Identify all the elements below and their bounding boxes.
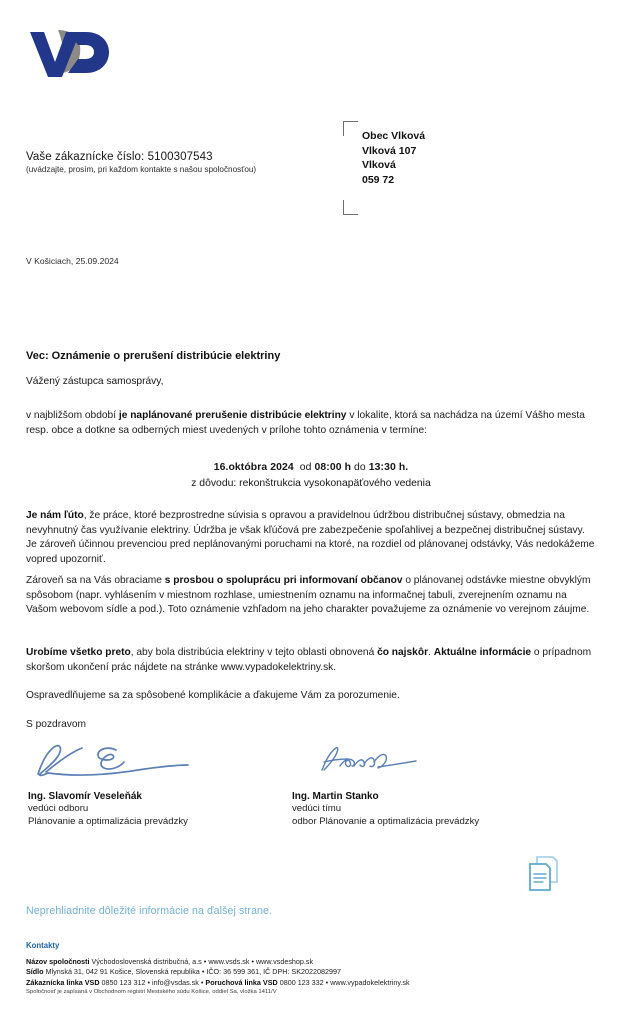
outage-to-label: do bbox=[354, 462, 366, 473]
vsd-logo bbox=[24, 24, 116, 82]
intro-text-post: v lokalite, ktorá sa nachádza na území Vášho mesta resp. obce a dotkne sa odberných miest uvedených v prílohe tohto oznámenia v termíne: bbox=[26, 410, 585, 436]
effort-bold-2: čo najskôr bbox=[377, 647, 429, 658]
address-corner-top-left bbox=[343, 121, 358, 136]
effort-post: o prípadnom skoršom ukončení prác nájdete na stránke www.vypadokelektriny.sk. bbox=[26, 647, 592, 673]
signatory-role-1-line1: vedúci odboru bbox=[28, 803, 89, 814]
address-line-1: Obec Vlková bbox=[362, 130, 426, 142]
contacts-details bbox=[26, 957, 410, 988]
intro-text-pre: v najbližšom období bbox=[26, 410, 119, 421]
paragraph-apology-maintenance bbox=[26, 509, 596, 567]
signatory-role-2-line2: odbor Plánovanie a optimalizácia prevádzky bbox=[292, 816, 480, 827]
address-line-4: 059 72 bbox=[362, 173, 395, 186]
effort-bold-3: Aktuálne informácie bbox=[433, 647, 532, 658]
paragraph-intro bbox=[26, 409, 596, 438]
paragraph-cooperation bbox=[26, 574, 596, 618]
sorry-text-rest: , že práce, ktoré bezprostredne súvisia s opravou a pravidelnou údržbou distribučnej sústavy, obmedzia na nevyhnutný čas využívanie elektriny. Údržba je však kľúčová pre zabezpečenie spoľahlivej a bezpečnej distribučnej sústavy. Je zároveň účinnou prevenciou pred neplánovanými poruchami na ktoré, na rozdiel od plánovanej odstávky, Vás nedokážeme vopred upozorniť. bbox=[26, 510, 595, 565]
fault-line-label: Poruchová linka VSD bbox=[205, 977, 278, 987]
customer-number-block bbox=[26, 151, 336, 174]
effort-mid-1: , aby bola distribúcia elektriny v tejto oblasti obnovená bbox=[130, 647, 378, 658]
outage-website: www.vypadokelektriny.sk bbox=[330, 977, 410, 987]
company-label: Názov spoločnosti bbox=[26, 957, 90, 966]
outage-details bbox=[26, 460, 596, 491]
signatory-name-1: Ing. Slavomír Veseleňák bbox=[28, 791, 142, 802]
intro-text-bold: je naplánované prerušenie distribúcie elektriny bbox=[118, 410, 347, 421]
recipient-address bbox=[362, 129, 425, 187]
contact-row-company: Názov spoločnosti Východoslovenská distribučná, a.s • www.vsds.sk • www.vsdeshop.sk bbox=[26, 957, 314, 966]
signature-image-veselenak bbox=[28, 740, 228, 782]
fault-line-value: 0800 123 332 bbox=[279, 977, 324, 987]
contacts-heading: Kontakty bbox=[26, 941, 60, 950]
outage-reason: z dôvodu: rekonštrukcia vysokonapäťového vedenia bbox=[191, 477, 431, 489]
company-web-1: www.vsds.sk bbox=[208, 957, 250, 966]
customer-number-line: Vaše zákaznícke číslo: 5100307543 bbox=[26, 151, 213, 163]
outage-to-time: 13:30 h. bbox=[368, 462, 409, 473]
letter-subject: Vec: Oznámenie o prerušení distribúcie elektriny bbox=[26, 350, 281, 362]
signatory-role-2-line1: vedúci tímu bbox=[292, 803, 342, 814]
seat-label: Sídlo bbox=[26, 967, 44, 977]
sorry-text-bold: Je nám ľúto bbox=[26, 510, 84, 521]
letter-salutation: Vážený zástupca samosprávy, bbox=[26, 376, 164, 387]
company-ico: IČO: 36 599 361, IČ DPH: SK2022082997 bbox=[206, 967, 341, 977]
customer-line-value: 0850 123 312 bbox=[101, 977, 146, 987]
effort-bold-1: Urobíme všetko preto bbox=[26, 647, 131, 658]
contact-row-lines: Zákaznícka linka VSD 0850 123 312 • info@vsdas.sk • Poruchová linka VSD 0800 123 332 • www.vypadokelektriny.sk bbox=[26, 977, 410, 987]
seat-value: Mlynská 31, 042 91 Košice, Slovenská republika bbox=[45, 967, 200, 977]
address-line-3: Vlková bbox=[362, 159, 396, 172]
address-line-2: Vlková 107 bbox=[362, 144, 417, 157]
company-web-2: www.vsdeshop.sk bbox=[255, 957, 314, 966]
contact-email: info@vsdas.sk bbox=[152, 977, 199, 987]
coop-text-post: o plánovanej odstávke miestne obvyklým spôsobom (napr. vyhlásením v miestnom rozhlase, umiestnením oznamu na informačnej tabuli, zverejnením oznamu na Vašom webovom sídle a pod.). Toto oznámenie vzhľadom na jeho charakter považujeme za oznámenie vo verejnom záujme. bbox=[26, 575, 591, 616]
outage-date: 16.októbra 2024 bbox=[213, 462, 294, 473]
outage-from-time: 08:00 h bbox=[314, 462, 352, 473]
signature-image-stanko bbox=[292, 740, 492, 782]
address-corner-bottom-left bbox=[343, 200, 358, 215]
letter-regards: S pozdravom bbox=[26, 719, 87, 730]
place-and-date: V Košiciach, 25.09.2024 bbox=[26, 256, 119, 266]
next-page-notice: Neprehliadnite dôležité informácie na ďalšej strane. bbox=[26, 905, 273, 917]
company-registration-note: Spoločnosť je zapísaná v Obchodnom registri Mestského súdu Košice, oddiel Sa, vložka 1411/V bbox=[26, 989, 277, 995]
signature-block-first bbox=[28, 740, 288, 828]
paragraph-effort bbox=[26, 646, 596, 675]
signatory-name-2: Ing. Martin Stanko bbox=[292, 791, 379, 802]
coop-text-bold: s prosbou o spoluprácu pri informovaní občanov bbox=[164, 575, 403, 586]
coop-text-pre: Zároveň sa na Vás obraciame bbox=[26, 575, 165, 586]
contact-row-address: Sídlo Mlynská 31, 042 91 Košice, Slovenská republika • IČO: 36 599 361, IČ DPH: SK2022082997 bbox=[26, 967, 341, 977]
outage-from-label: od bbox=[299, 462, 312, 473]
signatory-role-1-line2: Plánovanie a optimalizácia prevádzky bbox=[28, 816, 188, 827]
outage-datetime-line bbox=[26, 460, 596, 476]
signature-block-second bbox=[292, 740, 572, 828]
company-value: Východoslovenská distribučná, a.s bbox=[91, 957, 202, 966]
documents-copy-icon bbox=[527, 855, 561, 893]
customer-line-label: Zákaznícka linka VSD bbox=[26, 977, 100, 987]
paragraph-closing-apology: Ospravedlňujeme sa za spôsobené komplikácie a ďakujeme Vám za porozumenie. bbox=[26, 690, 400, 701]
recipient-address-window bbox=[343, 121, 543, 215]
effort-mid-2: . bbox=[428, 647, 434, 658]
customer-number-note: (uvádzajte, prosím, pri každom kontakte s našou spoločnosťou) bbox=[26, 165, 257, 174]
